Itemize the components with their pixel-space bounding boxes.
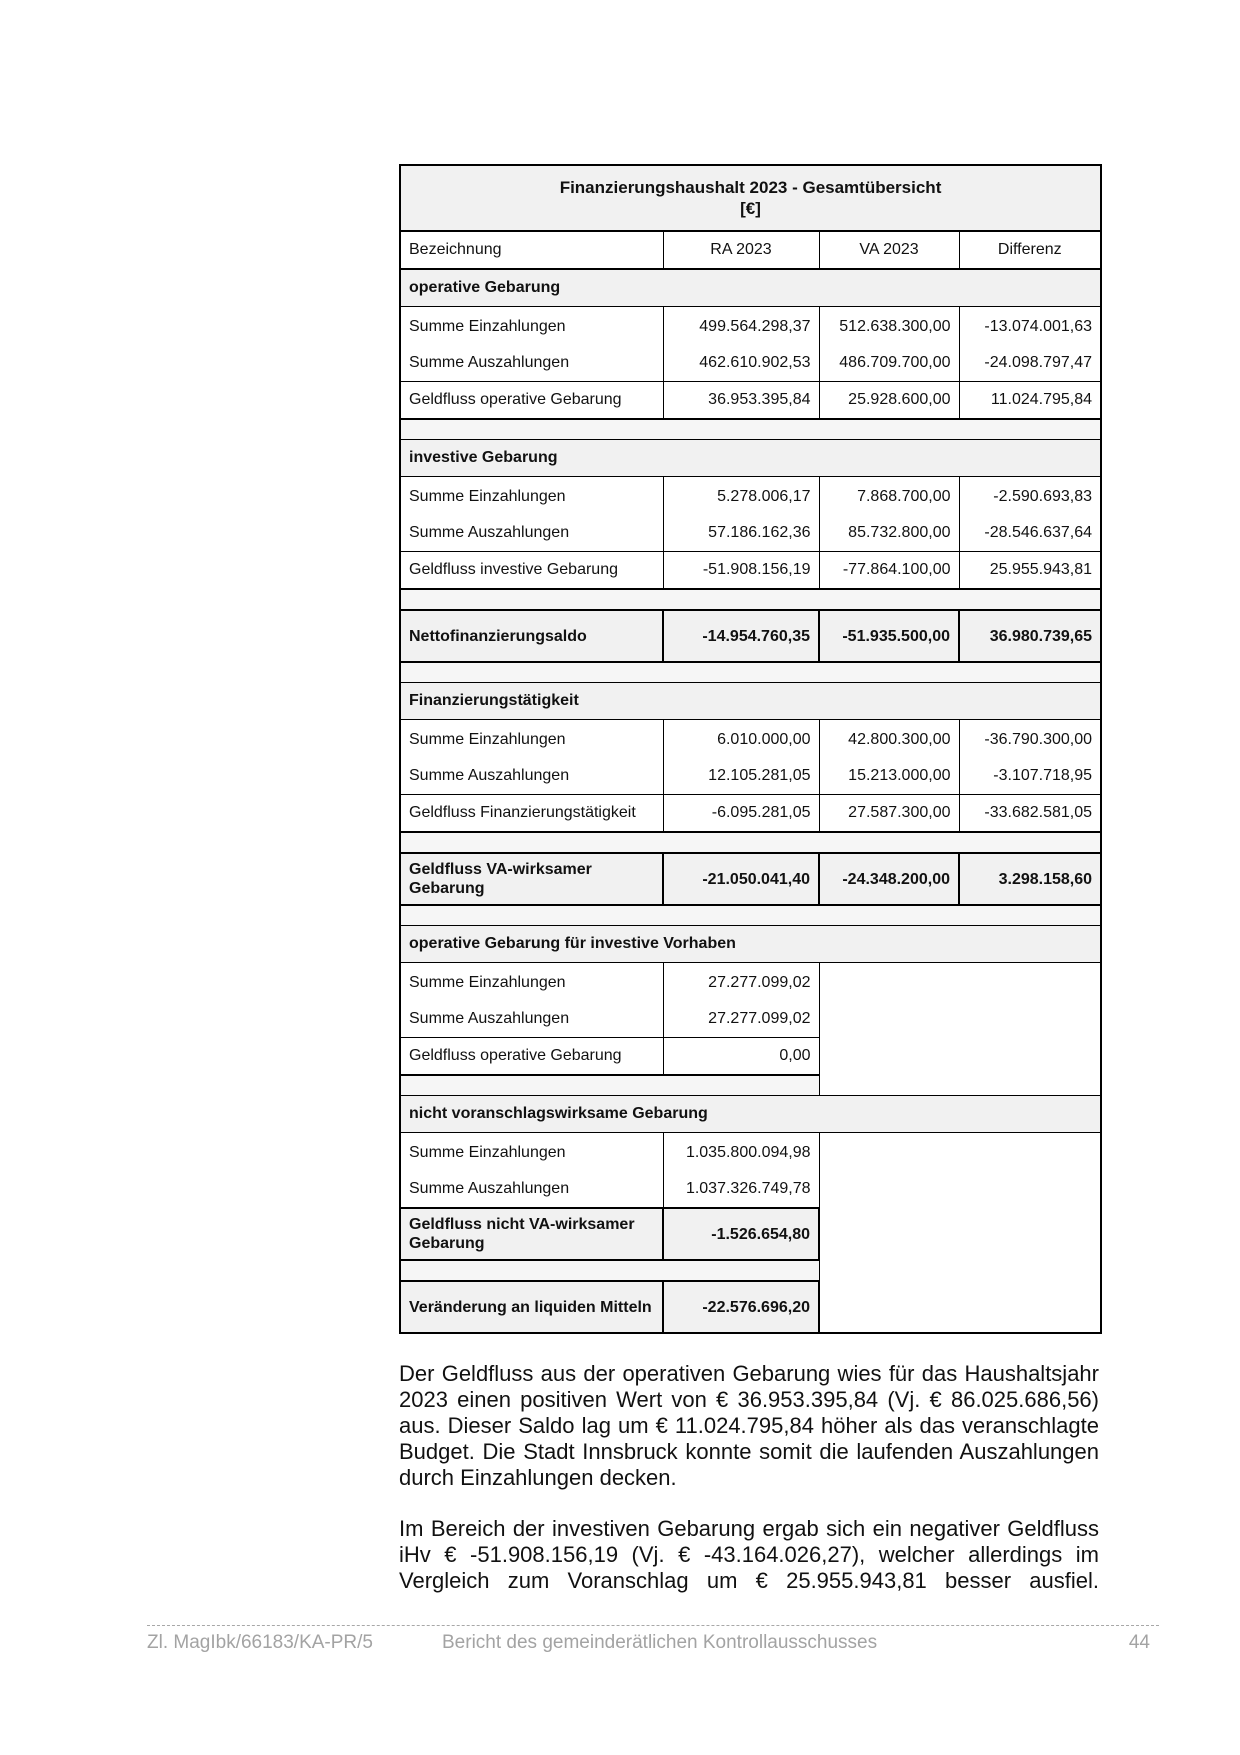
table-unit: [€]: [740, 199, 761, 218]
section-heading: Finanzierungstätigkeit: [400, 683, 1101, 720]
row-label: Summe Auszahlungen: [400, 1171, 663, 1208]
column-header: Bezeichnung: [400, 231, 663, 269]
table-row: [400, 477, 1101, 516]
spacer-row: [400, 589, 1101, 610]
cell-value: -51.935.500,00: [819, 610, 959, 662]
section-heading: operative Gebarung: [400, 269, 1101, 307]
cell-value: 11.024.795,84: [959, 382, 1101, 420]
table-title: Finanzierungshaushalt 2023 - Gesamtübersicht: [559, 178, 942, 197]
table-row-total: [400, 1208, 1101, 1260]
empty-cell: [819, 1260, 1101, 1281]
section-heading-row: [400, 683, 1101, 720]
row-label: Nettofinanzierungsaldo: [400, 610, 663, 662]
empty-cell: [819, 1038, 1101, 1076]
table-row-total: [400, 1281, 1101, 1333]
cell-value: 25.955.943,81: [959, 552, 1101, 590]
table-title-cell: [400, 165, 1101, 231]
column-header: Differenz: [959, 231, 1101, 269]
table-row-subtotal: [400, 1038, 1101, 1076]
cell-value: 7.868.700,00: [819, 477, 959, 516]
cell-value: -13.074.001,63: [959, 307, 1101, 346]
row-label: Geldfluss investive Gebarung: [400, 552, 663, 590]
empty-cell: [819, 1001, 1101, 1038]
cell-value: 25.928.600,00: [819, 382, 959, 420]
footer-title: Bericht des gemeinderätlichen Kontrollausschusses: [442, 1632, 878, 1653]
spacer-row: [400, 662, 1101, 683]
cell-value: -24.098.797,47: [959, 345, 1101, 382]
cell-value: 462.610.902,53: [663, 345, 819, 382]
cell-value: 5.278.006,17: [663, 477, 819, 516]
row-label: Geldfluss operative Gebarung: [400, 1038, 663, 1076]
empty-cell: [819, 963, 1101, 1002]
cell-value: -21.050.041,40: [663, 853, 819, 905]
cell-value: -33.682.581,05: [959, 795, 1101, 833]
spacer-cell: [400, 419, 1101, 440]
spacer-row: [400, 832, 1101, 853]
cell-value: 57.186.162,36: [663, 515, 819, 552]
empty-cell: [819, 1075, 1101, 1096]
finanzierungshaushalt-table: [399, 164, 1102, 1334]
table-row: [400, 758, 1101, 795]
spacer-cell: [400, 1075, 819, 1096]
empty-cell: [819, 1208, 1101, 1260]
empty-cell: [819, 1133, 1101, 1172]
table-row-total: [400, 610, 1101, 662]
table-row-subtotal: [400, 795, 1101, 833]
row-label: Summe Auszahlungen: [400, 515, 663, 552]
cell-value: -1.526.654,80: [663, 1208, 819, 1260]
table-row: [400, 963, 1101, 1002]
cell-value: -77.864.100,00: [819, 552, 959, 590]
cell-value: -14.954.760,35: [663, 610, 819, 662]
cell-value: 6.010.000,00: [663, 720, 819, 759]
row-label: Geldfluss VA-wirksamer Gebarung: [400, 853, 663, 905]
row-label: Summe Einzahlungen: [400, 1133, 663, 1172]
spacer-row: [400, 419, 1101, 440]
cell-value: 1.037.326.749,78: [663, 1171, 819, 1208]
section-heading-row: [400, 269, 1101, 307]
cell-value: -6.095.281,05: [663, 795, 819, 833]
table-row: [400, 720, 1101, 759]
spacer-row: [400, 1260, 1101, 1281]
section-heading-row: [400, 440, 1101, 477]
page-number: 44: [1128, 1632, 1150, 1653]
section-heading-row: [400, 1096, 1101, 1133]
row-label: Summe Einzahlungen: [400, 963, 663, 1002]
spacer-cell: [400, 662, 1101, 683]
cell-value: 27.277.099,02: [663, 1001, 819, 1038]
cell-value: -3.107.718,95: [959, 758, 1101, 795]
row-label: Summe Einzahlungen: [400, 720, 663, 759]
section-heading: investive Gebarung: [400, 440, 1101, 477]
spacer-cell: [400, 905, 1101, 926]
cell-value: -36.790.300,00: [959, 720, 1101, 759]
row-label: Summe Einzahlungen: [400, 477, 663, 516]
cell-value: 36.953.395,84: [663, 382, 819, 420]
empty-cell: [819, 1281, 1101, 1333]
cell-value: 1.035.800.094,98: [663, 1133, 819, 1172]
cell-value: -24.348.200,00: [819, 853, 959, 905]
cell-value: 36.980.739,65: [959, 610, 1101, 662]
column-header: RA 2023: [663, 231, 819, 269]
table-header-row: [400, 231, 1101, 269]
row-label: Summe Einzahlungen: [400, 307, 663, 346]
cell-value: -22.576.696,20: [663, 1281, 819, 1333]
table-row: [400, 1171, 1101, 1208]
row-label: Veränderung an liquiden Mitteln: [400, 1281, 663, 1333]
cell-value: 512.638.300,00: [819, 307, 959, 346]
section-heading: operative Gebarung für investive Vorhaben: [400, 926, 1101, 963]
row-label: Summe Auszahlungen: [400, 345, 663, 382]
row-label: Summe Auszahlungen: [400, 758, 663, 795]
spacer-cell: [400, 832, 1101, 853]
cell-value: 0,00: [663, 1038, 819, 1076]
row-label: Summe Auszahlungen: [400, 1001, 663, 1038]
row-label: Geldfluss Finanzierungstätigkeit: [400, 795, 663, 833]
cell-value: 85.732.800,00: [819, 515, 959, 552]
table-row: [400, 307, 1101, 346]
table-row-subtotal: [400, 552, 1101, 590]
cell-value: -51.908.156,19: [663, 552, 819, 590]
column-header: VA 2023: [819, 231, 959, 269]
table-row: [400, 345, 1101, 382]
cell-value: 42.800.300,00: [819, 720, 959, 759]
finance-table-container: [399, 164, 1100, 1334]
cell-value: 12.105.281,05: [663, 758, 819, 795]
table-title-row: [400, 165, 1101, 231]
cell-value: -28.546.637,64: [959, 515, 1101, 552]
paragraph: Der Geldfluss aus der operativen Gebarung wies für das Haushaltsjahr 2023 einen positiven Wert von € 36.953.395,84 (Vj. € 86.025.686,56) aus. Dieser Saldo lag um € 11.024.795,84 höher als das veranschlagte Budget. Die Stadt Innsbruck konnte somit die laufenden Auszahlungen durch Einzahlungen decken.: [399, 1361, 1099, 1490]
cell-value: 486.709.700,00: [819, 345, 959, 382]
footer-divider: [147, 1625, 1159, 1626]
cell-value: 27.277.099,02: [663, 963, 819, 1002]
section-heading-row: [400, 926, 1101, 963]
spacer-cell: [400, 1260, 819, 1281]
footer-reference: Zl. MagIbk/66183/KA-PR/5: [147, 1632, 373, 1653]
section-heading: nicht voranschlagswirksame Gebarung: [400, 1096, 1101, 1133]
spacer-row: [400, 905, 1101, 926]
table-row-total: [400, 853, 1101, 905]
table-row: [400, 1001, 1101, 1038]
spacer-row: [400, 1075, 1101, 1096]
cell-value: 3.298.158,60: [959, 853, 1101, 905]
table-row-subtotal: [400, 382, 1101, 420]
cell-value: 499.564.298,37: [663, 307, 819, 346]
spacer-cell: [400, 589, 1101, 610]
empty-cell: [819, 1171, 1101, 1208]
row-label: Geldfluss operative Gebarung: [400, 382, 663, 420]
cell-value: 27.587.300,00: [819, 795, 959, 833]
row-label: Geldfluss nicht VA-wirksamer Gebarung: [400, 1208, 663, 1260]
cell-value: -2.590.693,83: [959, 477, 1101, 516]
table-row: [400, 515, 1101, 552]
paragraph: Im Bereich der investiven Gebarung ergab sich ein negativer Geldfluss iHv € -51.908.156,19 (Vj. € -43.164.026,27), welcher allerdings im Vergleich zum Voranschlag um € 25.955.943,81 besser ausfiel.: [399, 1516, 1099, 1593]
table-row: [400, 1133, 1101, 1172]
cell-value: 15.213.000,00: [819, 758, 959, 795]
